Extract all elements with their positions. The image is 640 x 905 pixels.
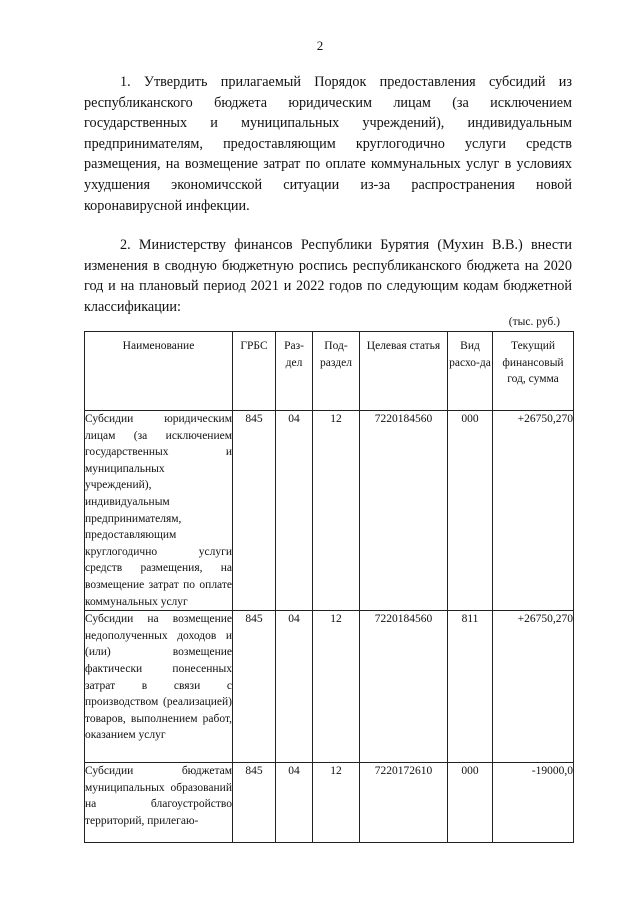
cell-grbs: 845 — [233, 763, 276, 843]
header-razdel: Раз-дел — [276, 332, 313, 411]
table-header-row — [85, 332, 574, 411]
cell-target: 7220184560 — [360, 611, 448, 763]
header-podrazdel: Под-раздел — [313, 332, 360, 411]
cell-razdel: 04 — [276, 763, 313, 843]
cell-vid: 000 — [448, 411, 493, 611]
paragraph-2: 2. Министерству финансов Республики Бурятия (Мухин В.В.) внести изменения в сводную бюджетную роспись республиканского бюджета на 2020 год и на плановый период 2021 и 2022 годов по следующим кодам бюджетной классификации: — [84, 237, 572, 315]
cell-target: 7220184560 — [360, 411, 448, 611]
cell-sum: -19000,0 — [493, 763, 574, 843]
cell-vid: 811 — [448, 611, 493, 763]
cell-grbs: 845 — [233, 611, 276, 763]
cell-sum: +26750,270 — [493, 411, 574, 611]
header-name: Наименование — [85, 332, 233, 411]
budget-classification-table — [84, 331, 574, 843]
cell-podrazdel: 12 — [313, 611, 360, 763]
paragraph-1: 1. Утвердить прилагаемый Порядок предоставления субсидий из республиканского бюджета юридическим лицам (за исключением государственных и муниципальных учреждений), индивидуальным предпринимателям, предоставляющим круглогодично услуги средств размещения, на возмещение затрат по оплате коммунальных услуг в условиях ухудшения экономичсской ситуации из-за распространения новой коронавирусной инфекции. — [84, 74, 572, 214]
table-row — [85, 411, 574, 611]
cell-name: Субсидии юридическим лицам (за исключением государственных и муниципальных учреждений), индивидуальным предпринимателям, предоставляющим круглогодично услуги средств размещения, на возмещение затрат по оплате коммунальных услуг — [85, 411, 233, 611]
table-row — [85, 763, 574, 843]
cell-vid: 000 — [448, 763, 493, 843]
cell-name: Субсидии на возмещение недополученных доходов и (или) возмещение фактически понесенных затрат в связи с производством (реализацией) товаров, выполнением работ, оказанием услуг — [85, 611, 233, 763]
cell-target: 7220172610 — [360, 763, 448, 843]
page-number: 2 — [316, 38, 324, 53]
header-vid: Вид расхо-да — [448, 332, 493, 411]
cell-razdel: 04 — [276, 611, 313, 763]
cell-name: Субсидии бюджетам муниципальных образований на благоустройство территорий, прилегаю- — [85, 763, 233, 843]
cell-razdel: 04 — [276, 411, 313, 611]
cell-podrazdel: 12 — [313, 763, 360, 843]
header-sum: Текущий финансовый год, сумма — [493, 332, 574, 411]
cell-podrazdel: 12 — [313, 411, 360, 611]
cell-grbs: 845 — [233, 411, 276, 611]
header-grbs: ГРБС — [233, 332, 276, 411]
units-label: (тыс. руб.) — [508, 316, 560, 328]
cell-sum: +26750,270 — [493, 611, 574, 763]
table-row — [85, 611, 574, 763]
header-target: Целевая статья — [360, 332, 448, 411]
